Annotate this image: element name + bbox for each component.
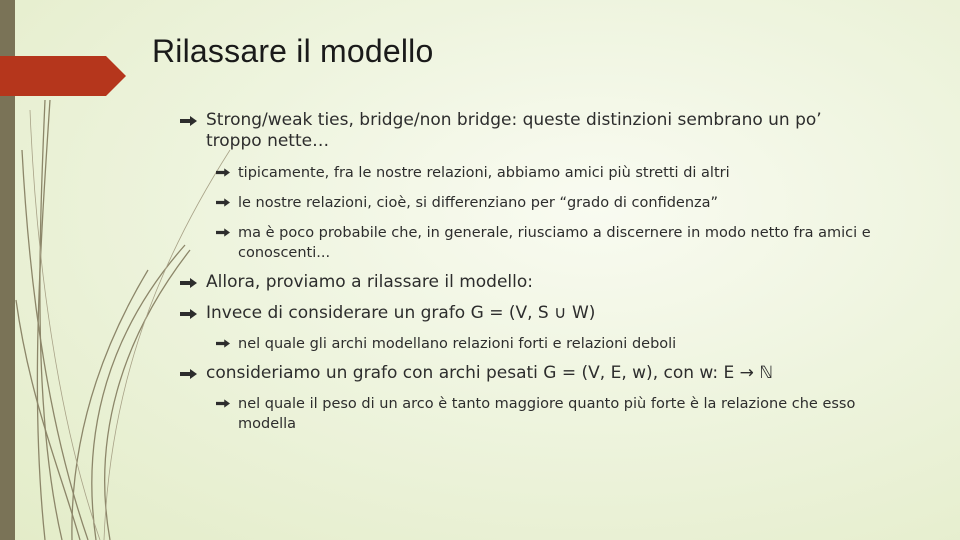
bullet-text: Strong/weak ties, bridge/non bridge: queste distinzioni sembrano un po’ troppo nette… <box>206 110 822 151</box>
arrow-bullet-icon <box>180 116 197 126</box>
bullet-item <box>178 303 878 324</box>
bullet-text: tipicamente, fra le nostre relazioni, abbiamo amici più stretti di altri <box>238 165 730 181</box>
arrow-bullet-icon <box>180 278 197 288</box>
bullet-list <box>178 110 878 434</box>
arrow-bullet-icon <box>180 369 197 379</box>
slide-title: Rilassare il modello <box>152 33 434 69</box>
arrow-bullet-icon <box>216 168 230 177</box>
bullet-text: consideriamo un grafo con archi pesati G = (V, E, w), con w: E → ℕ <box>206 363 773 383</box>
bullet-item <box>178 334 878 354</box>
arrow-bullet-icon <box>216 198 230 207</box>
bullet-item <box>178 272 878 293</box>
bullet-item <box>178 394 878 434</box>
arrow-bullet-icon <box>216 399 230 408</box>
title-accent-tab <box>0 56 126 96</box>
bullet-text: nel quale gli archi modellano relazioni forti e relazioni deboli <box>238 336 677 352</box>
bullet-item <box>178 110 878 152</box>
arrow-bullet-icon <box>180 309 197 319</box>
bullet-item <box>178 363 878 384</box>
bullet-item <box>178 163 878 183</box>
bullet-item <box>178 223 878 263</box>
bullet-text: Invece di considerare un grafo G = (V, S ∪ W) <box>206 303 596 323</box>
bullet-item <box>178 193 878 213</box>
bullet-text: Allora, proviamo a rilassare il modello: <box>206 272 533 292</box>
bullet-text: ma è poco probabile che, in generale, riusciamo a discernere in modo netto fra amici e conoscenti... <box>238 225 871 261</box>
bullet-text: le nostre relazioni, cioè, si differenziano per “grado di confidenza” <box>238 195 719 211</box>
arrow-bullet-icon <box>216 339 230 348</box>
arrow-bullet-icon <box>216 228 230 237</box>
bullet-text: nel quale il peso di un arco è tanto maggiore quanto più forte è la relazione che esso modella <box>238 396 856 432</box>
